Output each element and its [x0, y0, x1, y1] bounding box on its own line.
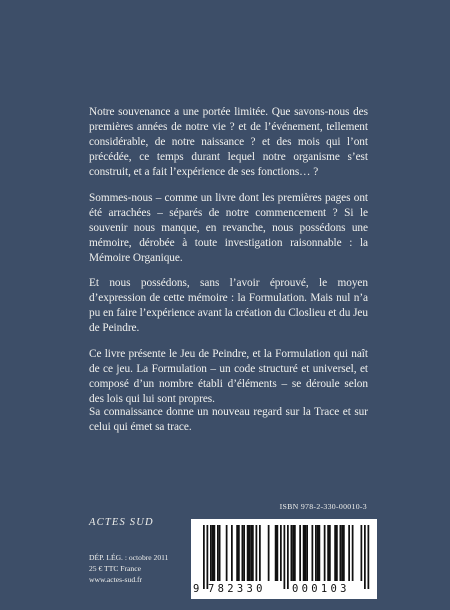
barcode-bar: [319, 525, 321, 581]
barcode-right-group: 000103: [292, 583, 350, 595]
barcode-bar: [236, 525, 238, 581]
isbn-label: ISBN 978-2-330-00010-3: [279, 502, 367, 511]
barcode-bar: [212, 525, 214, 581]
barcode-bar: [226, 525, 228, 581]
barcode-bar: [243, 525, 245, 581]
blurb-paragraph-3: Et nous possédons, sans l’avoir éprouvé, le moyen d’expression de cette mémoire : la Formulation. Mais nul n’a pu en faire l’expérience avant la création du Closlieu et du Jeu de Peindre.: [89, 277, 368, 334]
barcode-bar: [280, 525, 282, 581]
barcode-digits: [191, 581, 377, 597]
blurb-paragraph-1: Notre souvenance a une portée limitée. Que savons-nous des premières années de notre vie ? et de l’événement, tellement considérable, de notre naissance ? et des mois qui l’ont précédée, ce temps durant lequel notre organisme s’est construit, et a fait l’expérience de ses fonctions… ?: [89, 106, 368, 178]
barcode-bar: [214, 525, 216, 581]
barcode-bar: [219, 525, 221, 581]
barcode-bar: [242, 525, 244, 581]
barcode: [191, 519, 377, 599]
barcode-bar: [343, 525, 345, 581]
barcode-bar: [249, 525, 251, 581]
barcode-bar: [299, 525, 301, 581]
publisher-name: ACTES SUD: [89, 517, 154, 528]
barcode-bar: [317, 525, 319, 581]
legal-info: [89, 552, 168, 585]
barcode-bar: [336, 525, 338, 581]
barcode-bar: [294, 525, 296, 581]
barcode-bar: [250, 525, 252, 581]
blurb-paragraph-5: Sa connaissance donne un nouveau regard sur la Trace et sur celui qui émet sa trace.: [89, 406, 368, 433]
publisher-website: www.actes-sud.fr: [89, 575, 143, 584]
barcode-bar: [312, 525, 314, 581]
blurb-paragraph-2: Sommes-nous – comme un livre dont les premières pages ont été arrachées – séparés de notre commencement ? Si le souvenir nous manque, en revanche, nous possédons une mémoire, dérobée à toute investigation raisonnable : la Mémoire Organique.: [89, 192, 368, 264]
barcode-bar: [364, 525, 366, 589]
barcode-bar: [352, 525, 354, 581]
barcode-bar: [231, 525, 233, 581]
barcode-bar: [252, 525, 254, 581]
barcode-bar: [207, 525, 209, 589]
legal-deposit: DÉP. LÉG. : octobre 2011: [89, 553, 169, 562]
barcode-bar: [238, 525, 240, 581]
barcode-bar: [284, 525, 286, 589]
barcode-bar: [340, 525, 342, 581]
barcode-bar: [210, 525, 212, 581]
barcode-bar: [287, 525, 289, 589]
barcode-first-digit: 9: [193, 583, 200, 595]
barcode-bar: [306, 525, 308, 581]
barcode-bar: [361, 525, 363, 581]
barcode-bar: [315, 525, 317, 581]
barcode-bar: [368, 525, 370, 589]
barcode-bar: [247, 525, 249, 581]
barcode-bar: [268, 525, 270, 581]
barcode-bar: [256, 525, 258, 581]
barcode-bar: [203, 525, 205, 589]
barcode-bar: [303, 525, 305, 581]
barcode-bar: [334, 525, 336, 581]
blurb-paragraph-4: Ce livre présente le Jeu de Peindre, et la Formulation qui naît de ce jeu. La Formulation – un code structuré et universel, et composé d’un nombre établi d’éléments – se déroule selon des lois qui lui sont propres.: [89, 348, 368, 405]
barcode-bar: [292, 525, 294, 581]
barcode-bar: [327, 525, 329, 581]
barcode-bar: [217, 525, 219, 581]
barcode-bar: [329, 525, 331, 581]
barcode-bar: [291, 525, 293, 581]
price: 25 € TTC France: [89, 564, 141, 573]
barcode-bar: [324, 525, 326, 581]
barcode-bar: [259, 525, 261, 581]
barcode-bar: [348, 525, 350, 581]
barcode-bar: [277, 525, 279, 581]
barcode-bar: [341, 525, 343, 581]
barcode-left-group: 782330: [208, 583, 266, 595]
barcode-bar: [305, 525, 307, 581]
barcode-bar: [275, 525, 277, 581]
